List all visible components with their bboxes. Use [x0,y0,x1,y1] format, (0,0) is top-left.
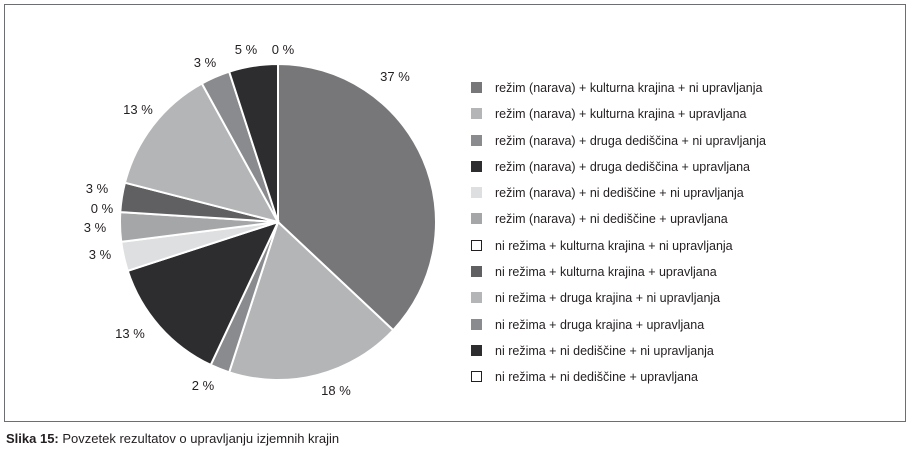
figure-frame [4,4,906,422]
figure-caption [6,431,339,446]
caption-text: Povzetek rezultatov o upravljanju izjemnih krajin [58,431,340,446]
legend-label: režim (narava) + ni dediščine + upravljana [495,212,728,227]
legend-label: ni režima + kulturna krajina + ni upravljanja [495,238,733,253]
slice-percent-label: 0 % [271,42,295,57]
legend-label: ni režima + druga krajina + ni upravljanja [495,291,721,306]
legend-swatch [471,135,482,146]
legend-label: režim (narava) + kulturna krajina + ni upravljanja [495,81,763,95]
legend-swatch [471,371,482,382]
slice-percent-label: 5 % [234,42,258,57]
slice-percent-label: 2 % [191,378,215,393]
slice-percent-label: 13 % [115,326,145,341]
legend-swatch [471,240,482,251]
pie-chart [5,5,905,421]
legend-swatch [471,108,482,119]
legend-label: režim (narava) + kulturna krajina + upravljana [495,107,747,122]
legend-swatch [471,319,482,330]
legend-swatch [471,345,482,356]
slice-percent-label: 0 % [90,201,114,216]
slice-percent-label: 37 % [380,69,410,84]
slice-percent-label: 3 % [193,55,217,70]
slice-percent-label: 18 % [321,383,351,398]
legend-label: ni režima + ni dediščine + ni upravljanja [495,343,714,358]
legend-label: režim (narava) + druga dediščina + upravljana [495,159,750,174]
legend-label: ni režima + kulturna krajina + upravljana [495,265,717,280]
legend-label: režim (narava) + ni dediščine + ni upravljanja [495,186,744,201]
caption-label: Slika 15: [6,431,59,446]
slice-percent-label: 13 % [123,102,153,117]
legend-swatch [471,187,482,198]
legend-swatch [471,161,482,172]
slice-percent-label: 3 % [83,220,107,235]
legend-label: ni režima + ni dediščine + upravljana [495,370,698,385]
legend-label: ni režima + druga krajina + upravljana [495,317,705,332]
legend-swatch [471,82,482,93]
slice-percent-label: 3 % [88,247,112,262]
legend-swatch [471,213,482,224]
legend-swatch [471,292,482,303]
slice-percent-label: 3 % [85,181,109,196]
legend-swatch [471,266,482,277]
legend-label: režim (narava) + druga dediščina + ni upravljanja [495,133,766,148]
